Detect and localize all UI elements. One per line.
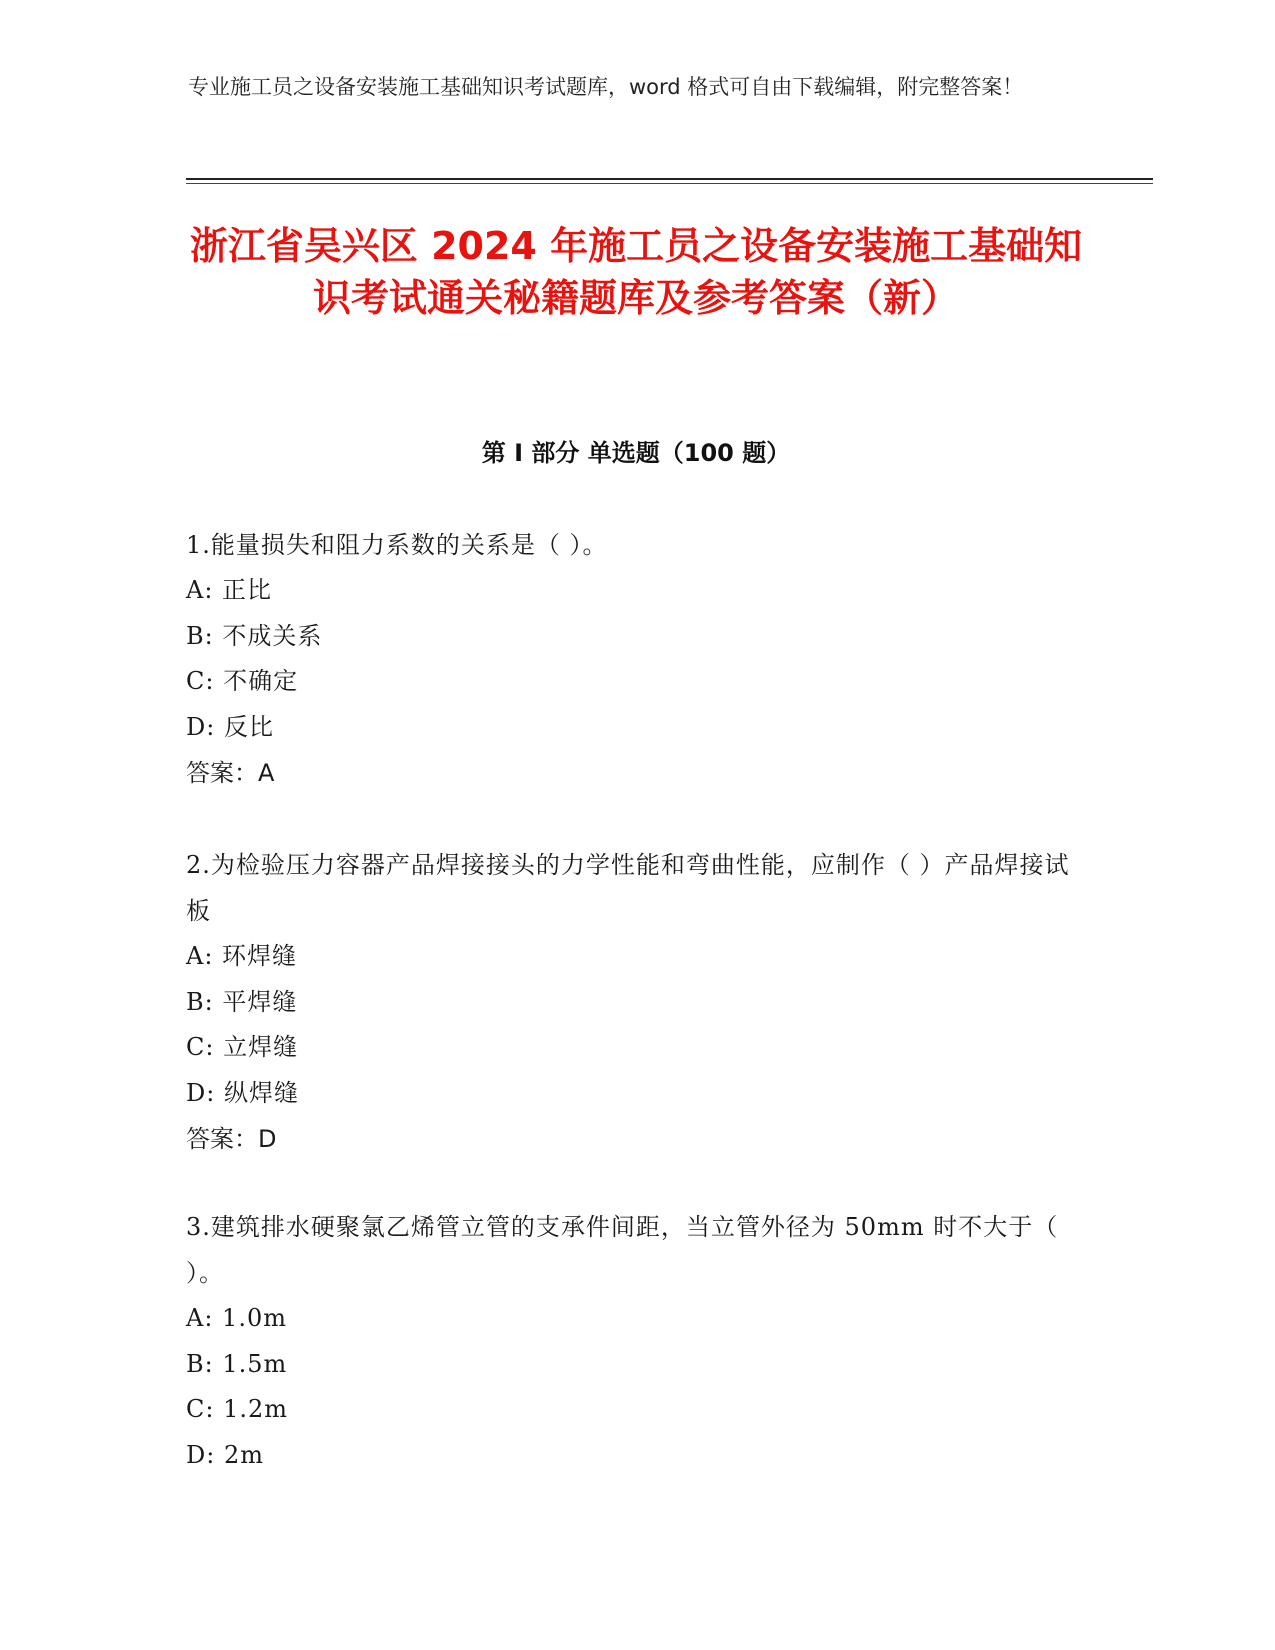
answer: 答案：D — [186, 1125, 277, 1153]
header-rule-thin — [186, 183, 1153, 184]
question-2 — [186, 842, 1086, 1162]
section-heading: 第 I 部分 单选题（100 题） — [481, 439, 791, 467]
question-stem: 1.能量损失和阻力系数的关系是（ ）。 — [186, 531, 608, 559]
header-rule-thick — [186, 178, 1153, 180]
question-stem: 3.建筑排水硬聚氯乙烯管立管的支承件间距，当立管外径为 50mm 时不大于（ ）。 — [186, 1213, 1059, 1287]
question-1 — [186, 522, 1086, 796]
option-c: C: 立焊缝 — [186, 1033, 299, 1061]
option-c: C: 不确定 — [186, 667, 299, 695]
answer: 答案：A — [186, 759, 275, 787]
option-d: D: 2m — [186, 1440, 264, 1469]
option-b: B: 平焊缝 — [186, 987, 298, 1016]
option-b: B: 1.5m — [186, 1349, 288, 1378]
option-a: A: 1.0m — [186, 1304, 287, 1332]
option-d: D: 反比 — [186, 712, 274, 741]
option-a: A: 正比 — [186, 576, 273, 604]
document-title: 浙江省吴兴区 2024 年施工员之设备安装施工基础知识考试通关秘籍题库及参考答案（新） — [189, 224, 1083, 320]
question-stem: 2.为检验压力容器产品焊接接头的力学性能和弯曲性能，应制作（ ）产品焊接试板 — [186, 851, 1070, 925]
question-3 — [186, 1204, 1086, 1478]
option-c: C: 1.2m — [186, 1395, 289, 1423]
header-note: 专业施工员之设备安装施工基础知识考试题库，word 格式可自由下载编辑，附完整答案！ — [188, 75, 1024, 99]
option-b: B: 不成关系 — [186, 621, 323, 650]
option-a: A: 环焊缝 — [186, 942, 298, 970]
option-d: D: 纵焊缝 — [186, 1078, 299, 1107]
